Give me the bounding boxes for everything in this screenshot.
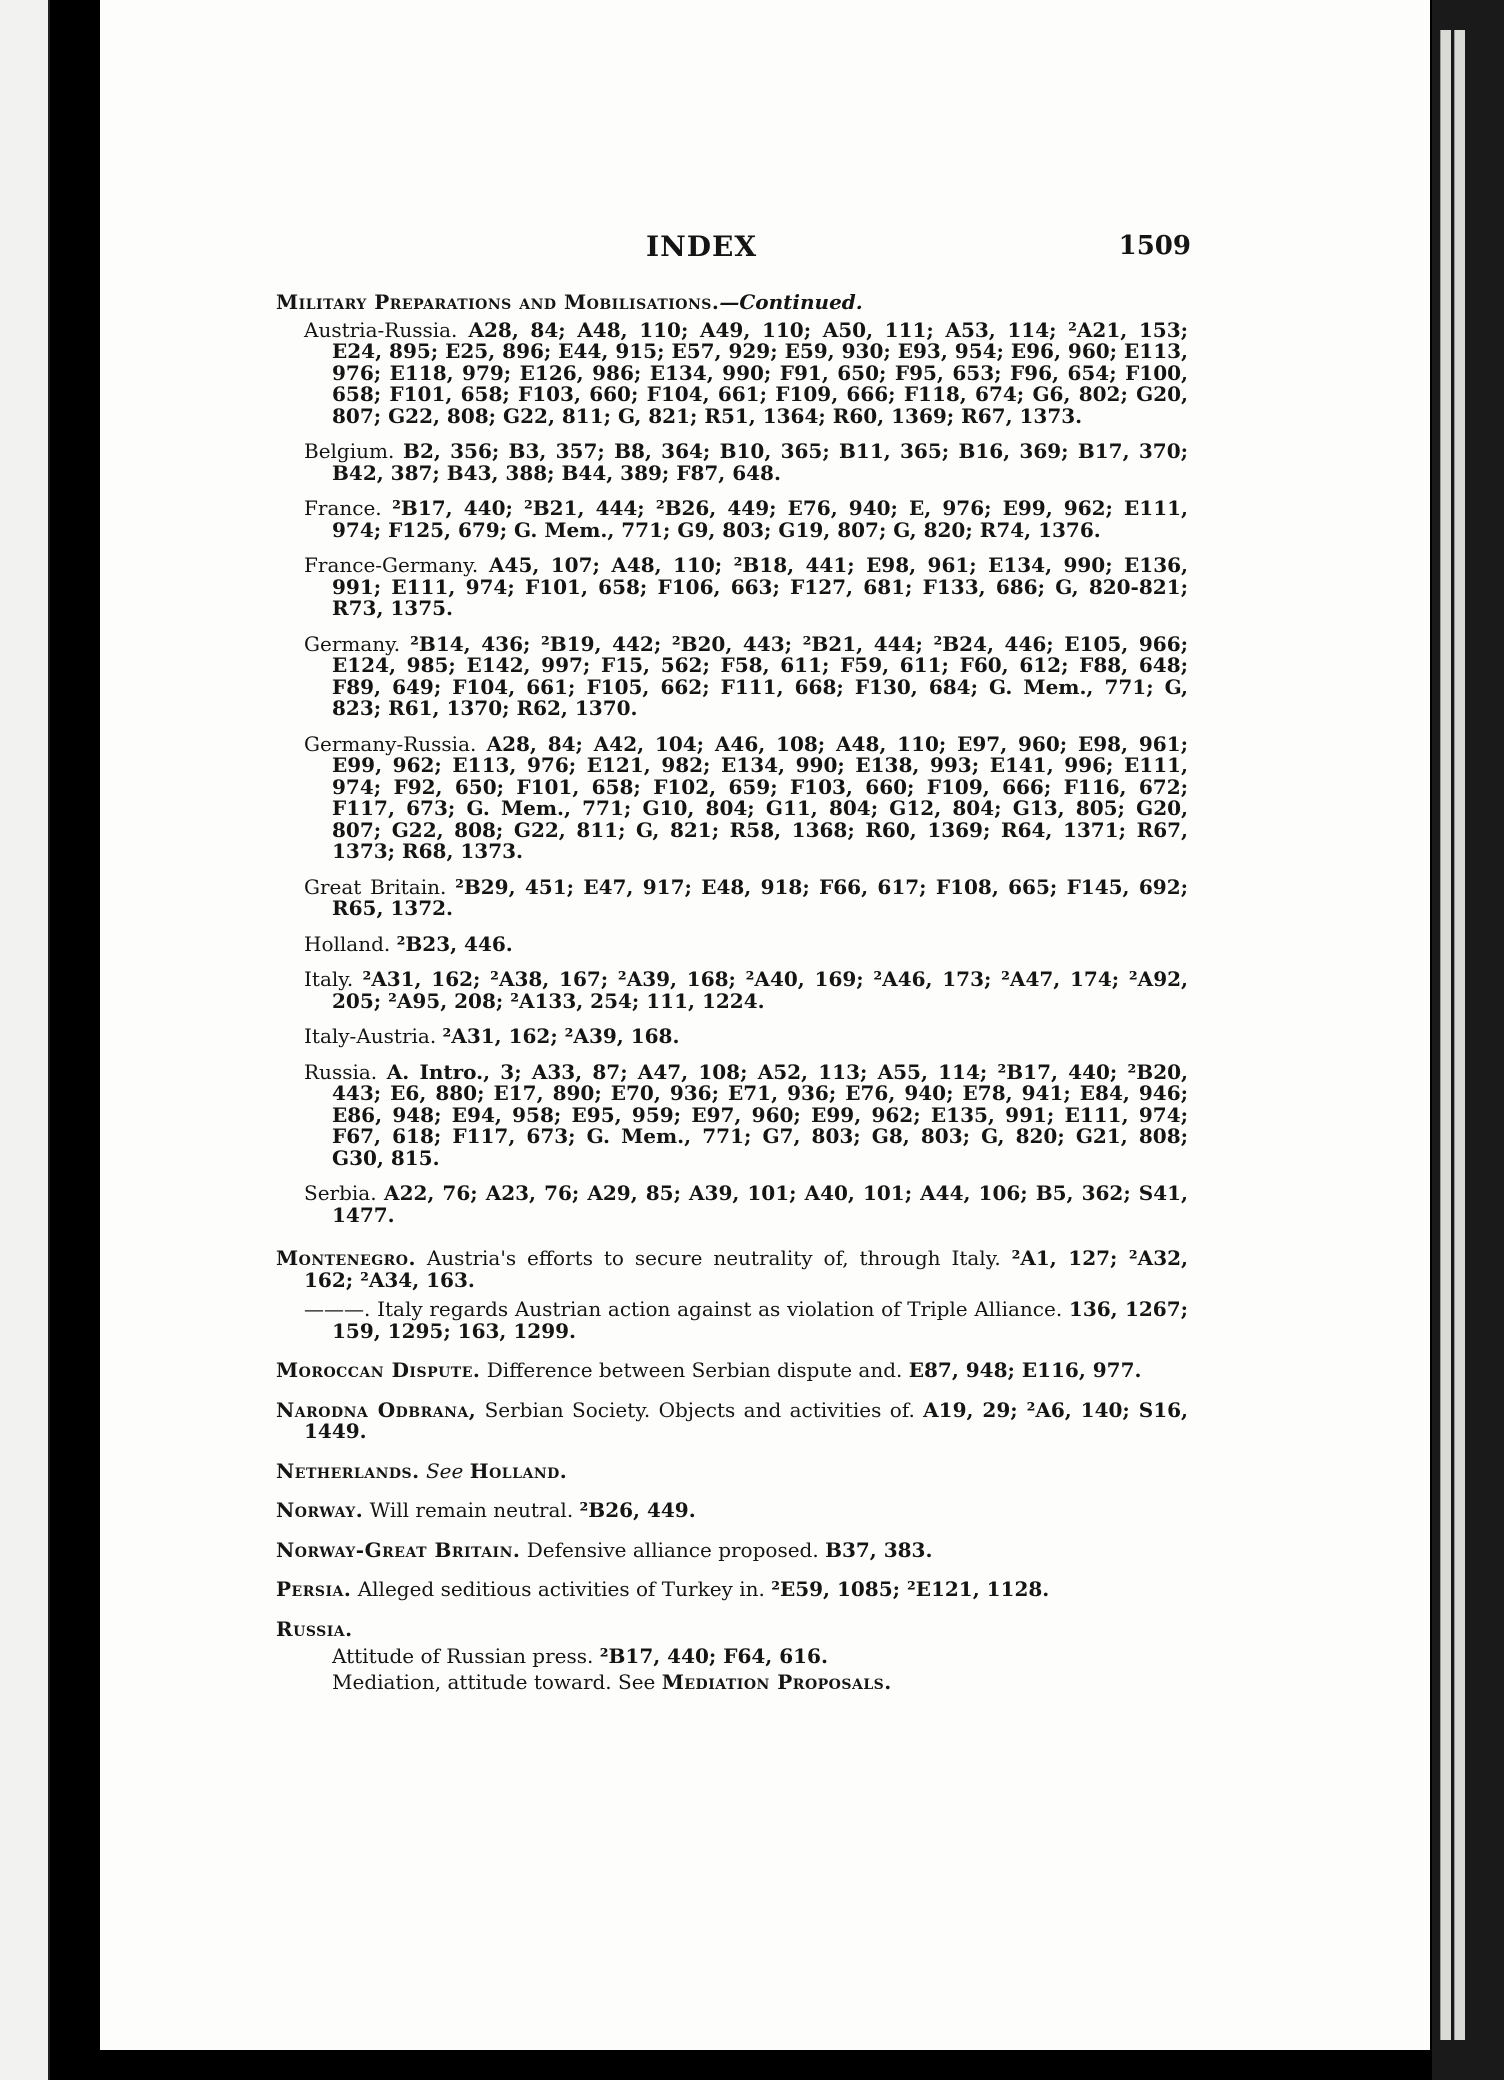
subentry-name: Great Britain. (304, 874, 447, 899)
subentry-germany-russia (276, 731, 1188, 863)
entry-montenegro-sub (276, 1299, 1188, 1342)
entry-refs: ²A1, 127; ²A32, 162; ²A34, 163. (304, 1246, 1188, 1292)
subentry-russia (276, 1059, 1188, 1170)
continued-label: —Continued. (719, 290, 863, 314)
section-heading (276, 292, 1188, 314)
entry-narodna-odbrana (276, 1397, 1188, 1443)
subentry-name: Holland. (304, 931, 391, 956)
entry-term: Narodna Odbrana, (276, 1397, 477, 1422)
child-text: Attitude of Russian press. (332, 1644, 594, 1668)
subentry-name: Russia. (304, 1059, 378, 1084)
subentry-refs: ²A31, 162; ²A38, 167; ²A39, 168; ²A40, 169; ²A46, 173; ²A47, 174; ²A92, 205; ²A95, 208; ²A133, 254; 111, 1224. (332, 967, 1188, 1013)
page-header (276, 230, 1191, 270)
subentry-refs: A22, 76; A23, 76; A29, 85; A39, 101; A40, 101; A44, 106; B5, 362; S41, 1477. (332, 1181, 1189, 1227)
entry-refs: ²B26, 449. (579, 1498, 696, 1522)
subentry-france (276, 498, 1188, 541)
subentry-refs: A28, 84; A48, 110; A49, 110; A50, 111; A53, 114; ²A21, 153; E24, 895; E25, 896; E44, 915; E57, 929; E59, 930; E93, 954; E96, 960; E113, 976; E118, 979; E126, 986; E134, 990; F91, 650; F95, 653; F96, 654; F100, 658; F101, 658; F103, 660; F104, 661; F109, 666; F118, 674; G6, 802; G20, 807; G22, 808; G22, 811; G, 821; R51, 1364; R60, 1369; R67, 1373. (332, 317, 1188, 428)
entry-moroccan-dispute (276, 1360, 1188, 1382)
subentry-refs: ²B17, 440; ²B21, 444; ²B26, 449; E76, 940; E, 976; E99, 962; E111, 974; F125, 679; G. Mem., 771; G9, 803; G19, 807; G, 820; R74, 1376. (332, 496, 1188, 542)
subentry-holland (276, 931, 1188, 956)
entry-text: Defensive alliance proposed. (526, 1537, 819, 1562)
subentry-serbia (276, 1183, 1188, 1226)
subentry-refs: ²B29, 451; E47, 917; E48, 918; F66, 617; F108, 665; F145, 692; R65, 1372. (332, 874, 1188, 920)
entry-term: Netherlands. (276, 1458, 420, 1483)
subentry-italy (276, 969, 1188, 1012)
entry-persia (276, 1579, 1188, 1601)
entry-term: Russia. (276, 1616, 353, 1641)
subentry-name: Germany-Russia. (304, 731, 477, 756)
entry-refs: B37, 383. (825, 1537, 933, 1562)
subentry-belgium (276, 441, 1188, 484)
subentry-name: France. (304, 496, 382, 520)
entry-norway-great-britain (276, 1537, 1188, 1562)
subentry-name: Italy. (304, 967, 354, 991)
entry-term: Moroccan Dispute. (276, 1358, 481, 1382)
page-stack-edge (1432, 0, 1504, 2080)
subentry-germany (276, 631, 1188, 720)
subentry-refs: ²B23, 446. (396, 931, 513, 956)
entry-netherlands (276, 1458, 1188, 1483)
subentry-refs: ²A31, 162; ²A39, 168. (442, 1024, 680, 1048)
subentry-name: Germany. (304, 631, 401, 656)
entry-sub-refs: 136, 1267; 159, 1295; 163, 1299. (332, 1297, 1189, 1343)
subentry-refs: B2, 356; B3, 357; B8, 364; B10, 365; B11, 365; B16, 369; B17, 370; B42, 387; B43, 388; B44, 389; F87, 648. (332, 439, 1188, 485)
section-heading-term: Military Preparations and Mobilisations. (276, 290, 720, 314)
entry-text: Serbian Society. Objects and activities of. (484, 1397, 915, 1422)
child-text: Mediation, attitude toward. See (332, 1669, 656, 1694)
page-edge-strip (1440, 30, 1451, 2040)
subentry-name: Serbia. (304, 1181, 377, 1205)
entry-russia-child (276, 1646, 1188, 1668)
subentry-name: Belgium. (304, 439, 395, 463)
entry-norway (276, 1500, 1188, 1522)
subentry-refs: A. Intro., 3; A33, 87; A47, 108; A52, 113; A55, 114; ²B17, 440; ²B20, 443; E6, 880; E17, 890; E70, 936; E71, 936; E76, 940; E78, 941; E84, 946; E86, 948; E94, 958; E95, 959; E97, 960; E99, 962; E135, 991; E111, 974; F67, 618; F117, 673; G. Mem., 771; G7, 803; G8, 803; G, 820; G21, 808; G30, 815. (332, 1059, 1188, 1170)
entry-sub-text: ———. Italy regards Austrian action against as violation of Triple Alliance. (304, 1297, 1063, 1321)
entry-text: Austria's efforts to secure neutrality of, through Italy. (426, 1246, 1001, 1270)
previous-page-edge (0, 0, 50, 2080)
entry-russia-child (276, 1669, 1188, 1694)
entry-term: Norway-Great Britain. (276, 1537, 521, 1562)
entry-text: See (425, 1458, 464, 1483)
entry-refs: ²E59, 1085; ²E121, 1128. (771, 1577, 1050, 1601)
entry-term: Norway. (276, 1498, 364, 1522)
entry-refs: A19, 29; ²A6, 140; S16, 1449. (304, 1397, 1188, 1443)
subentry-france-germany (276, 555, 1188, 620)
subentry-name: Austria-Russia. (304, 317, 458, 342)
subentry-great-britain (276, 874, 1188, 920)
subentry-refs: A45, 107; A48, 110; ²B18, 441; E98, 961; E134, 990; E136, 991; E111, 974; F101, 658; F106, 663; F127, 681; F133, 686; G, 820-821; R73, 1375. (332, 553, 1188, 620)
entry-term: Montenegro. (276, 1246, 416, 1270)
subentry-austria-russia (276, 317, 1188, 428)
subentry-italy-austria (276, 1026, 1188, 1048)
entry-refs: E87, 948; E116, 977. (908, 1358, 1142, 1382)
entry-text: Will remain neutral. (369, 1498, 574, 1522)
subentry-refs: A28, 84; A42, 104; A46, 108; A48, 110; E97, 960; E98, 961; E99, 962; E113, 976; E121, 982; E134, 990; E138, 993; E141, 996; E111, 974; F92, 650; F101, 658; F102, 659; F103, 660; F109, 666; F116, 672; F117, 673; G. Mem., 771; G10, 804; G11, 804; G12, 804; G13, 805; G20, 807; G22, 808; G22, 811; G, 821; R58, 1368; R60, 1369; R64, 1371; R67, 1373; R68, 1373. (332, 731, 1188, 863)
entry-text: Difference between Serbian dispute and. (486, 1358, 903, 1382)
subentry-name: France-Germany. (304, 553, 479, 577)
entry-russia (276, 1616, 1188, 1641)
page-number: 1509 (1118, 231, 1191, 261)
subentry-name: Italy-Austria. (304, 1024, 437, 1048)
page-edge-strip (1454, 30, 1465, 2040)
index-entries (276, 292, 1188, 1697)
entry-refs: Holland. (469, 1458, 568, 1483)
child-refs: ²B17, 440; F64, 616. (599, 1644, 828, 1668)
entry-text: Alleged seditious activities of Turkey in. (357, 1577, 765, 1601)
entry-term: Persia. (276, 1577, 352, 1601)
running-title: INDEX (646, 230, 758, 263)
subentry-refs: ²B14, 436; ²B19, 442; ²B20, 443; ²B21, 444; ²B24, 446; E105, 966; E124, 985; E142, 997; F15, 562; F58, 611; F59, 611; F60, 612; F88, 648; F89, 649; F104, 661; F105, 662; F111, 668; F130, 684; G. Mem., 771; G, 823; R61, 1370; R62, 1370. (332, 631, 1188, 720)
entry-montenegro (276, 1248, 1188, 1291)
child-refs: Mediation Proposals. (661, 1669, 892, 1694)
